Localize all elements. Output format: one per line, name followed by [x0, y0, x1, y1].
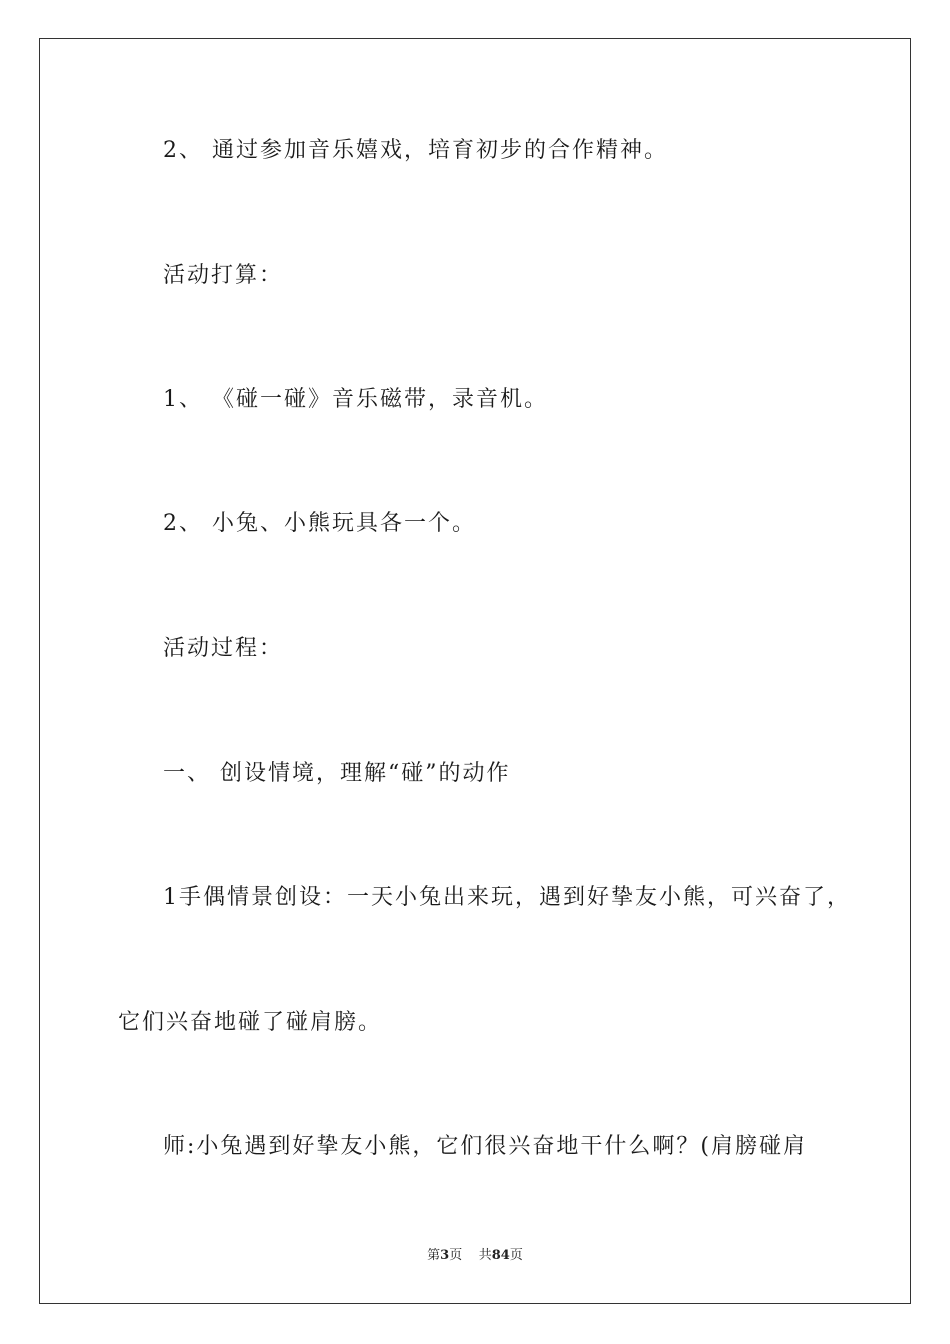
- footer-page-suffix: 页: [449, 1248, 463, 1263]
- page-border: [39, 38, 911, 1304]
- footer-total-suffix: 页: [509, 1248, 523, 1263]
- footer-page-number: 3: [440, 1248, 450, 1263]
- paragraph-teacher-question: 师:小兔遇到好挚友小熊，它们很兴奋地干什么啊？(肩膀碰肩: [163, 1134, 807, 1159]
- paragraph-section-1-heading: 一、 创设情境，理解“碰”的动作: [163, 761, 511, 786]
- paragraph-preparation-1: 1、 《碰一碰》音乐磁带，录音机。: [163, 387, 548, 412]
- paragraph-preparation-heading: 活动打算：: [163, 263, 284, 288]
- footer-total-prefix: 共: [478, 1248, 492, 1263]
- footer-page-prefix: 第: [427, 1248, 441, 1263]
- paragraph-puppet-scene-cont: 它们兴奋地碰了碰肩膀。: [118, 1010, 383, 1035]
- paragraph-preparation-2: 2、 小兔、小熊玩具各一个。: [163, 511, 476, 536]
- paragraph-process-heading: 活动过程：: [163, 636, 284, 661]
- paragraph-puppet-scene: 1手偶情景创设：一天小兔出来玩，遇到好挚友小熊，可兴奋了，: [163, 885, 851, 910]
- paragraph-goal-2: 2、 通过参加音乐嬉戏，培育初步的合作精神。: [163, 138, 668, 163]
- footer-total-number: 84: [491, 1248, 510, 1263]
- page-footer: [0, 1247, 950, 1265]
